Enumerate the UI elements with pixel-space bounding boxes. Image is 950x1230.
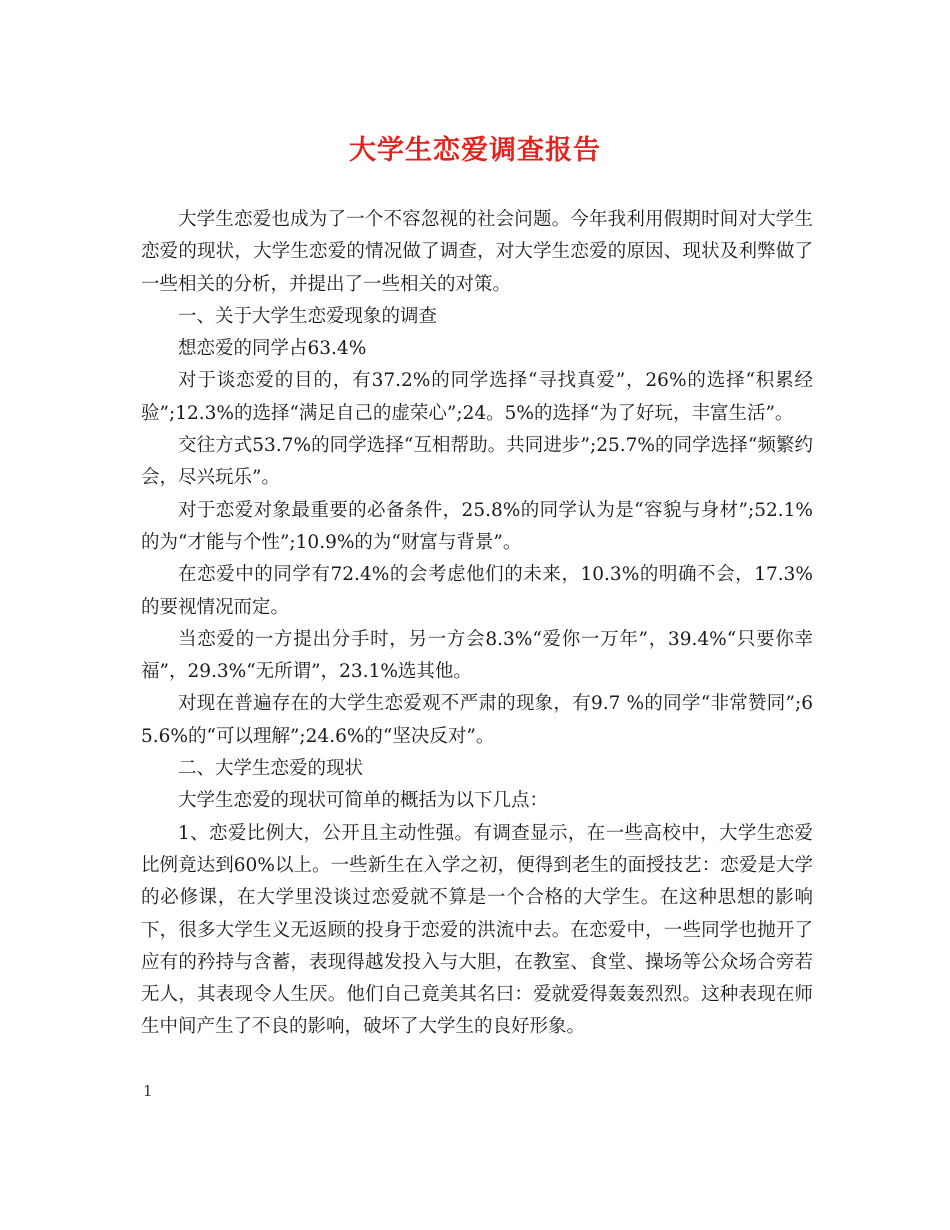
document-title: 大学生恋爱调查报告 <box>349 135 601 166</box>
paragraph-purpose: 对于谈恋爱的目的，有37.2%的同学选择“寻找真爱”，26%的选择“积累经验”;12.3%的选择“满足自己的虚荣心”;24。5%的选择“为了好玩，丰富生活”。 <box>141 370 813 424</box>
intro-paragraph: 大学生恋爱也成为了一个不容忽视的社会问题。今年我利用假期时间对大学生恋爱的现状，大学生恋爱的情况做了调查，对大学生恋爱的原因、现状及利弊做了一些相关的分析，并提出了一些相关的对策。 <box>141 209 813 295</box>
paragraph-want-love: 想恋爱的同学占63.4% <box>178 338 367 360</box>
paragraph-future: 在恋爱中的同学有72.4%的会考虑他们的未来，10.3%的明确不会，17.3%的要视情况而定。 <box>141 564 813 618</box>
document-body <box>141 204 813 1044</box>
paragraph-attitude: 对现在普遍存在的大学生恋爱观不严肃的现象，有9.7 %的同学“非常赞同”;65.6%的“可以理解”;24.6%的“坚决反对”。 <box>141 693 813 747</box>
paragraph-status-summary: 大学生恋爱的现状可简单的概括为以下几点： <box>178 790 549 812</box>
section-heading-status: 二、大学生恋爱的现状 <box>178 758 364 780</box>
section-heading-survey: 一、关于大学生恋爱现象的调查 <box>178 305 438 327</box>
paragraph-point-one: 1、恋爱比例大，公开且主动性强。有调查显示，在一些高校中，大学生恋爱比例竟达到60%以上。一些新生在入学之初，便得到老生的面授技艺：恋爱是大学的必修课，在大学里没谈过恋爱就不算是一个合格的大学生。在这种思想的影响下，很多大学生义无返顾的投身于恋爱的洪流中去。在恋爱中，一些同学也抛开了应有的矜持与含蓄，表现得越发投入与大胆，在教室、食堂、操场等公众场合旁若无人，其表现令人生厌。他们自己竟美其名曰：爱就爱得轰轰烈烈。这种表现在师生中间产生了不良的影响，破坏了大学生的良好形象。 <box>141 822 813 1038</box>
paragraph-conditions: 对于恋爱对象最重要的必备条件，25.8%的同学认为是“容貌与身材”;52.1%的为“才能与个性”;10.9%的为“财富与背景”。 <box>141 499 813 553</box>
paragraph-breakup: 当恋爱的一方提出分手时，另一方会8.3%“爱你一万年”，39.4%“只要你幸福”，29.3%“无所谓”，23.1%选其他。 <box>141 628 813 683</box>
page-number: 1 <box>143 1082 153 1100</box>
paragraph-interaction: 交往方式53.7%的同学选择“互相帮助。共同进步”;25.7%的同学选择“频繁约会，尽兴玩乐”。 <box>141 435 813 489</box>
